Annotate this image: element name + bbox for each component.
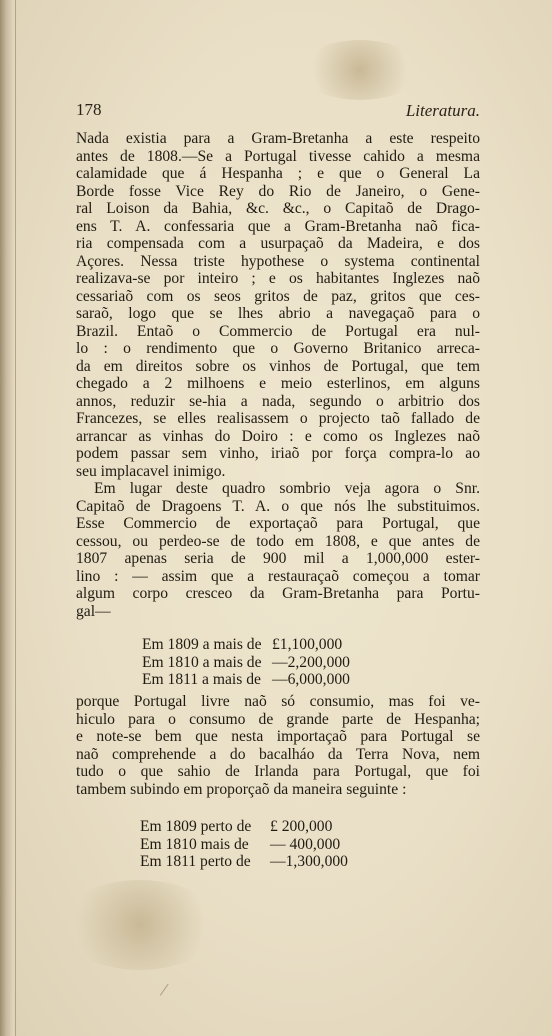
figure-amount: — 400,000	[270, 835, 341, 853]
text-line: Capitaõ de Dragoens T. A. o que nós lhe substituimos.	[76, 497, 480, 515]
text-line: antes de 1808.—Se a Portugal tivesse cahido a mesma	[76, 147, 480, 165]
page-number: 178	[76, 100, 102, 119]
figure-row	[140, 836, 348, 854]
text-line: hiculo para o consumo de grande parte de Hespanha;	[76, 710, 480, 728]
page-header	[76, 100, 480, 126]
text-line: cessariaõ com os seos gritos de paz, gritos que ces-	[76, 287, 480, 305]
text-line: chegado a 2 milhoens e meio esterlinos, em alguns	[76, 375, 480, 392]
figure-label: Em 1809 a mais de	[142, 636, 262, 653]
text-line: Em lugar deste quadro sombrio veja agora o Snr.	[94, 480, 480, 497]
figure-row	[142, 671, 350, 689]
text-line: seu implacavel inimigo.	[76, 462, 226, 480]
figure-row	[140, 818, 348, 836]
page-gutter	[0, 0, 14, 1036]
paragraph-1	[76, 130, 480, 480]
figure-label: Em 1811 perto de	[140, 853, 251, 870]
paper-stain	[300, 40, 420, 100]
figure-amount: —2,200,000	[272, 653, 350, 671]
text-line: realizava-se por inteiro ; e os habitantes Inglezes naõ	[76, 270, 480, 287]
export-figures	[142, 636, 350, 689]
figure-amount: £1,100,000	[272, 636, 343, 653]
text-line: Nada existia para a Gram-Bretanha a este respeito	[76, 130, 480, 147]
text-line: Francezes, se elles realisassem o projecto taõ fallado de	[76, 410, 480, 427]
text-line: Açores. Nessa triste hypothese o systema continental	[76, 252, 480, 270]
figure-row	[142, 654, 350, 672]
figure-label: Em 1810 a mais de	[142, 653, 262, 671]
text-line: lino : — assim que a restauraçaõ começou a tomar	[76, 567, 480, 585]
text-line: ral Loison da Bahia, &c. &c., o Capitaõ de Drago-	[76, 200, 480, 217]
text-line: ria compensada com a usurpaçaõ da Madeira, e dos	[76, 235, 480, 252]
page-body-continued	[76, 693, 480, 798]
text-line: lo : o rendimento que o Governo Britanico arreca-	[76, 340, 480, 357]
paragraph-3	[76, 693, 480, 798]
figure-label: Em 1811 a mais de	[142, 671, 261, 688]
figure-label: Em 1809 perto de	[140, 818, 252, 835]
page-body	[76, 130, 480, 620]
text-line: gal—	[76, 602, 111, 620]
text-line: algum corpo cresceo da Gram-Bretanha para Portu-	[76, 585, 480, 602]
text-line: Esse Commercio de exportaçaõ para Portugal, que	[76, 515, 480, 532]
gutter-edge	[15, 0, 16, 1036]
figure-label: Em 1810 mais de	[140, 835, 249, 853]
figure-row	[140, 853, 348, 871]
text-line: Brazil. Entaõ o Commercio de Portugal era nul-	[76, 322, 480, 340]
pencil-mark	[160, 984, 175, 1001]
irish-figures	[140, 818, 348, 871]
running-head: Literatura.	[405, 101, 480, 120]
figure-row	[142, 636, 350, 654]
text-line: calamidade que á Hespanha ; e que o General La	[76, 165, 480, 182]
text-line: Borde fosse Vice Rey do Rio de Janeiro, o Gene-	[76, 182, 480, 200]
paragraph-2	[76, 480, 480, 620]
text-line: saraõ, logo que se lhes abrio a navegaçaõ para o	[76, 305, 480, 322]
text-line: porque Portugal livre naõ só consumio, mas foi ve-	[76, 693, 480, 710]
figure-amount: —1,300,000	[270, 853, 348, 870]
text-line: arrancar as vinhas do Doiro : e como os Inglezes naõ	[76, 427, 480, 445]
text-line: e note-se bem que nesta importaçaõ para Portugal se	[76, 728, 480, 745]
text-line: 1807 apenas seria de 900 mil a 1,000,000 ester-	[76, 550, 480, 567]
figure-amount: —6,000,000	[272, 671, 350, 688]
text-line: tambem subindo em proporçaõ da maneira seguinte :	[76, 780, 407, 798]
text-line: tudo o que sahio de Irlanda para Portugal, que foi	[76, 763, 480, 780]
paper-stain	[60, 880, 220, 970]
text-line: ens T. A. confessaria que a Gram-Bretanha naõ fica-	[76, 217, 480, 235]
text-line: cessou, ou perdeo-se de todo em 1808, e que antes de	[76, 532, 480, 550]
text-line: podem passar sem vinho, iriaõ por força compra-lo ao	[76, 445, 480, 462]
figure-amount: £ 200,000	[270, 818, 333, 835]
text-line: da em direitos sobre os vinhos de Portugal, que tem	[76, 357, 480, 375]
text-line: annos, reduzir se-hia a nada, segundo o arbitrio dos	[76, 392, 480, 410]
text-line: naõ comprehende a do bacalháo da Terra Nova, nem	[76, 745, 480, 763]
